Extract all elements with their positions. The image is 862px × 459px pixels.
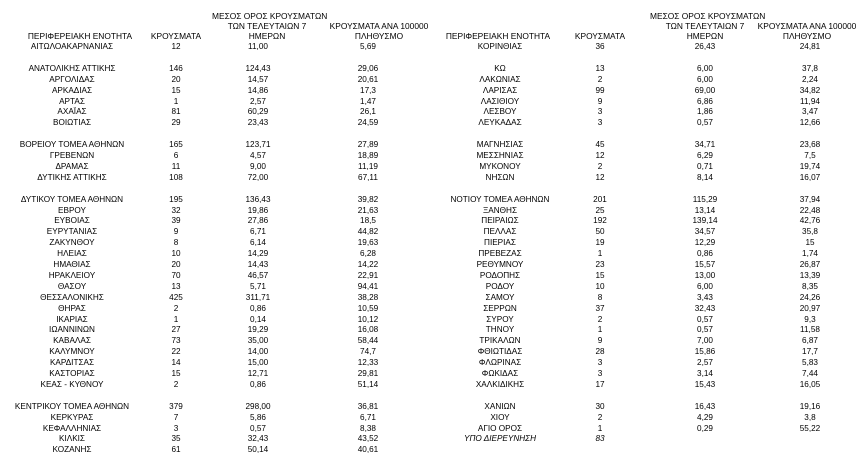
- left-row-cases-value: 195: [169, 194, 183, 204]
- right-row-cases-value: 36: [595, 42, 605, 51]
- left-row-cases-value: 22: [171, 347, 181, 357]
- left-row-region-name: ΚΑΒΑΛΑΣ: [53, 336, 91, 346]
- left-header-avg-line1: ΜΕΣΟΣ ΟΡΟΣ ΚΡΟΥΣΜΑΤΩΝ: [212, 11, 328, 21]
- left-header-cases: ΚΡΟΥΣΜΑΤΑ: [150, 31, 202, 41]
- left-row-per100k-value: 18,5: [360, 216, 376, 226]
- left-row-per100k-value: 1,47: [360, 96, 376, 106]
- right-row-per100k-value: 19,16: [799, 401, 821, 411]
- left-row-cases-value: 6: [173, 151, 179, 160]
- left-row-per100k-value: 6,28: [360, 249, 376, 259]
- right-row-region-name: ΡΟΔΟΠΗΣ: [479, 270, 521, 280]
- left-row-cases-value: 27: [171, 325, 181, 335]
- left-row-avg-value: 72,00: [247, 172, 269, 182]
- left-row-avg-value: 6,71: [250, 227, 266, 237]
- right-row-region-name: ΣΑΜΟΥ: [485, 292, 515, 302]
- left-row-cases-value: 2: [173, 379, 179, 389]
- right-row-region-name: ΧΑΛΚΙΔΙΚΗΣ: [475, 379, 525, 389]
- right-row-region-name: ΚΟΡΙΝΘΙΑΣ: [477, 42, 523, 51]
- right-row-per100k-value: 15: [805, 238, 815, 248]
- right-row-cases-value: 3: [597, 118, 603, 128]
- right-row-avg-value: 0,29: [697, 423, 713, 433]
- left-row-cases-value: 379: [169, 401, 183, 411]
- left-row-region-name: ΗΜΑΘΙΑΣ: [53, 260, 91, 269]
- left-row-per100k-value: 43,52: [357, 434, 379, 444]
- right-row-cases-value: 10: [595, 281, 605, 291]
- left-row-cases-value: 20: [171, 260, 181, 269]
- left-row-avg-value: 15,00: [247, 358, 269, 368]
- left-row-per100k-value: 20,61: [357, 74, 379, 84]
- right-row-region-name: ΤΡΙΚΑΛΩΝ: [479, 336, 521, 346]
- left-row-cases-value: 61: [171, 445, 181, 455]
- right-row-region-name: ΣΥΡΟΥ: [486, 314, 514, 324]
- left-row-region-name: ΚΟΖΑΝΗΣ: [52, 445, 92, 455]
- right-header-avg-line2: ΤΩΝ ΤΕΛΕΥΤΑΙΩΝ 7: [665, 21, 745, 31]
- right-row-per100k-value: 8,35: [802, 281, 818, 291]
- left-row-avg-value: 14,57: [247, 74, 269, 84]
- left-row-region-name: ΕΒΡΟΥ: [58, 205, 86, 215]
- right-row-cases-value: 9: [597, 336, 603, 346]
- left-row-avg-value: 19,29: [247, 325, 269, 335]
- right-header-avg: [650, 11, 766, 41]
- right-row-avg-value: 3,43: [697, 292, 713, 302]
- right-row-cases-value: 2: [597, 74, 603, 84]
- left-row-per100k-value: 11,19: [358, 161, 378, 171]
- left-row-cases-value: 35: [171, 434, 181, 444]
- left-row-per100k-value: 21,63: [357, 205, 379, 215]
- right-row-region-name: ΝΟΤΙΟΥ ΤΟΜΕΑ ΑΘΗΝΩΝ: [450, 194, 550, 204]
- right-header-avg-line1: ΜΕΣΟΣ ΟΡΟΣ ΚΡΟΥΣΜΑΤΩΝ: [650, 11, 766, 21]
- left-header-per100k-line1: ΚΡΟΥΣΜΑΤΑ ΑΝΑ 100000: [329, 21, 429, 31]
- right-row-cases-value: 3: [597, 358, 603, 368]
- right-row-avg-value: 16,43: [694, 401, 716, 411]
- left-row-per100k-value: 36,81: [357, 401, 379, 411]
- right-row-cases-value: 2: [597, 412, 603, 422]
- right-row-region-name: ΧΑΝΙΩΝ: [484, 401, 516, 411]
- left-row-per100k-value: 24,59: [357, 118, 379, 128]
- right-row-cases-value: 1: [597, 423, 603, 433]
- right-row-avg-value: 0,57: [697, 118, 713, 128]
- left-row-region-name: ΚΕΦΑΛΛΗΝΙΑΣ: [42, 423, 102, 433]
- right-row-per100k-value: 20,97: [799, 303, 821, 313]
- left-row-cases-value: 1: [173, 314, 179, 324]
- left-row-avg-value: 35,00: [247, 336, 269, 346]
- right-row-region-name: ΛΑΡΙΣΑΣ: [482, 85, 518, 95]
- right-row-region-name: ΚΩ: [494, 63, 506, 73]
- right-row-region-name: ΝΗΣΩΝ: [485, 172, 515, 182]
- left-row-avg-value: 0,57: [250, 423, 266, 433]
- right-row-avg-value: 6,00: [697, 63, 713, 73]
- right-row-cases-value: 50: [595, 227, 605, 237]
- left-row-per100k-value: 74,7: [360, 347, 376, 357]
- right-row-avg-value: 139,14: [692, 216, 718, 226]
- left-row-per100k-value: 14,22: [357, 260, 379, 269]
- right-row-region-name: ΠΕΛΛΑΣ: [483, 227, 517, 237]
- left-row-region-name: ΙΚΑΡΙΑΣ: [56, 314, 88, 324]
- left-row-cases-value: 425: [169, 292, 183, 302]
- left-row-per100k-value: 94,41: [357, 281, 379, 291]
- left-row-avg-value: 123,71: [245, 140, 271, 150]
- right-row-avg-value: 0,57: [697, 314, 713, 324]
- left-row-per100k-value: 12,33: [357, 358, 379, 368]
- right-row-per100k-value: 6,87: [802, 336, 818, 346]
- right-row-per100k-value: 17,7: [802, 347, 818, 357]
- right-row-cases-value: 1: [597, 249, 603, 259]
- right-row-per100k-value: 34,82: [799, 85, 821, 95]
- left-row-avg-value: 136,43: [245, 194, 271, 204]
- right-row-avg-value: 0,57: [697, 325, 713, 335]
- left-row-cases-value: 11: [171, 161, 181, 171]
- right-row-cases-value: 3: [597, 107, 603, 117]
- left-header-per100k: [329, 21, 429, 41]
- left-row-region-name: ΑΡΤΑΣ: [59, 96, 85, 106]
- left-row-region-name: ΔΥΤΙΚΗΣ ΑΤΤΙΚΗΣ: [37, 172, 107, 182]
- left-row-per100k-value: 26,1: [360, 107, 376, 117]
- right-header-per100k-line1: ΚΡΟΥΣΜΑΤΑ ΑΝΑ 100000: [757, 21, 857, 31]
- left-row-cases-value: 14: [171, 358, 181, 368]
- right-row-avg-value: 3,14: [697, 369, 713, 378]
- left-row-region-name: ΗΡΑΚΛΕΙΟΥ: [48, 270, 96, 280]
- right-row-per100k-value: 24,26: [799, 292, 821, 302]
- right-row-avg-value: 115,29: [692, 194, 718, 204]
- right-row-cases-value: 45: [595, 140, 605, 150]
- right-row-cases-value: 3: [597, 369, 603, 378]
- right-row-region-name: ΥΠΟ ΔΙΕΡΕΥΝΗΣΗ: [464, 434, 536, 444]
- left-row-cases-value: 81: [171, 107, 181, 117]
- right-row-region-name: ΜΑΓΝΗΣΙΑΣ: [476, 140, 524, 150]
- right-row-per100k-value: 7,5: [804, 151, 816, 160]
- left-row-avg-value: 5,86: [250, 412, 266, 422]
- left-row-region-name: ΑΝΑΤΟΛΙΚΗΣ ΑΤΤΙΚΗΣ: [28, 63, 116, 73]
- left-row-avg-value: 14,00: [247, 347, 269, 357]
- right-row-per100k-value: 42,76: [799, 216, 821, 226]
- left-row-region-name: ΗΛΕΙΑΣ: [57, 249, 87, 259]
- right-row-region-name: ΛΑΚΩΝΙΑΣ: [479, 74, 521, 84]
- left-header-avg-line2: ΤΩΝ ΤΕΛΕΥΤΑΙΩΝ 7: [227, 21, 307, 31]
- right-row-cases-value: 99: [595, 85, 605, 95]
- left-row-cases-value: 12: [171, 42, 181, 51]
- right-header-per100k-line2: ΠΛΗΘΥΣΜΟ: [782, 31, 832, 41]
- left-row-cases-value: 2: [173, 303, 179, 313]
- right-row-region-name: ΤΗΝΟΥ: [485, 325, 515, 335]
- right-row-avg-value: 6,86: [697, 96, 713, 106]
- left-row-region-name: ΑΙΤΩΛΟΑΚΑΡΝΑΝΙΑΣ: [30, 42, 114, 51]
- left-row-cases-value: 15: [171, 369, 181, 378]
- left-row-per100k-value: 29,81: [357, 369, 379, 378]
- left-row-avg-value: 4,57: [250, 151, 266, 160]
- right-row-cases-value: 83: [595, 434, 605, 444]
- right-row-avg-value: 4,29: [697, 412, 713, 422]
- right-row-per100k-value: 3,47: [802, 107, 818, 117]
- left-row-avg-value: 0,86: [250, 303, 266, 313]
- left-row-per100k-value: 10,12: [357, 314, 379, 324]
- right-row-region-name: ΡΕΘΥΜΝΟΥ: [476, 260, 524, 269]
- left-row-cases-value: 8: [173, 238, 179, 248]
- right-row-per100k-value: 37,94: [799, 194, 821, 204]
- left-row-cases-value: 10: [171, 249, 181, 259]
- left-header-avg-line3: ΗΜΕΡΩΝ: [248, 31, 286, 41]
- right-row-cases-value: 2: [597, 161, 603, 171]
- left-row-avg-value: 298,00: [245, 401, 271, 411]
- left-row-cases-value: 73: [171, 336, 181, 346]
- right-row-region-name: ΛΕΥΚΑΔΑΣ: [478, 118, 522, 128]
- right-row-per100k-value: 37,8: [802, 63, 818, 73]
- right-row-avg-value: 1,86: [697, 107, 713, 117]
- left-row-cases-value: 20: [171, 74, 181, 84]
- right-row-avg-value: 13,00: [694, 270, 716, 280]
- left-row-per100k-value: 17,3: [360, 85, 376, 95]
- right-row-avg-value: 0,71: [697, 161, 713, 171]
- right-row-region-name: ΞΑΝΘΗΣ: [482, 205, 518, 215]
- left-row-region-name: ΚΕΡΚΥΡΑΣ: [50, 412, 94, 422]
- left-row-per100k-value: 10,59: [357, 303, 379, 313]
- left-row-avg-value: 50,14: [247, 445, 269, 455]
- left-row-avg-value: 6,14: [250, 238, 266, 248]
- left-row-cases-value: 39: [171, 216, 181, 226]
- left-header-region: ΠΕΡΙΦΕΡΕΙΑΚΗ ΕΝΟΤΗΤΑ: [27, 31, 133, 41]
- left-row-avg-value: 0,14: [250, 314, 266, 324]
- right-row-region-name: ΡΟΔΟΥ: [485, 281, 515, 291]
- left-row-per100k-value: 8,38: [360, 423, 376, 433]
- left-row-avg-value: 46,57: [247, 270, 269, 280]
- right-row-cases-value: 12: [595, 172, 605, 182]
- left-row-region-name: ΒΟΡΕΙΟΥ ΤΟΜΕΑ ΑΘΗΝΩΝ: [19, 140, 125, 150]
- right-row-cases-value: 37: [595, 303, 605, 313]
- left-row-cases-value: 7: [173, 412, 179, 422]
- left-row-per100k-value: 27,89: [357, 140, 379, 150]
- right-row-avg-value: 12,29: [694, 238, 716, 248]
- right-row-cases-value: 9: [597, 96, 603, 106]
- left-row-per100k-value: 67,11: [358, 172, 378, 182]
- right-row-cases-value: 8: [597, 292, 603, 302]
- right-row-per100k-value: 13,39: [799, 270, 821, 280]
- right-row-per100k-value: 1,74: [802, 249, 818, 259]
- left-row-avg-value: 19,86: [247, 205, 269, 215]
- left-row-per100k-value: 19,63: [357, 238, 379, 248]
- left-header-per100k-line2: ΠΛΗΘΥΣΜΟ: [354, 31, 404, 41]
- right-header-cases: ΚΡΟΥΣΜΑΤΑ: [574, 31, 626, 41]
- left-row-region-name: ΘΕΣΣΑΛΟΝΙΚΗΣ: [40, 292, 104, 302]
- left-row-cases-value: 32: [171, 205, 181, 215]
- left-row-region-name: ΚΙΛΚΙΣ: [58, 434, 85, 444]
- right-row-region-name: ΧΙΟΥ: [490, 412, 510, 422]
- right-row-region-name: ΠΙΕΡΙΑΣ: [484, 238, 516, 248]
- right-row-per100k-value: 11,94: [800, 96, 820, 106]
- right-row-cases-value: 2: [597, 314, 603, 324]
- right-row-per100k-value: 5,83: [802, 358, 818, 368]
- right-row-cases-value: 1: [597, 325, 603, 335]
- left-row-region-name: ΚΕΝΤΡΙΚΟΥ ΤΟΜΕΑ ΑΘΗΝΩΝ: [14, 401, 130, 411]
- right-row-cases-value: 19: [595, 238, 605, 248]
- left-row-avg-value: 23,43: [247, 118, 269, 128]
- left-row-avg-value: 2,57: [250, 96, 266, 106]
- left-row-region-name: ΚΑΛΥΜΝΟΥ: [49, 347, 95, 357]
- right-row-avg-value: 6,00: [697, 74, 713, 84]
- left-row-cases-value: 3: [173, 423, 179, 433]
- left-row-per100k-value: 40,61: [357, 445, 379, 455]
- left-row-region-name: ΒΟΙΩΤΙΑΣ: [52, 118, 92, 128]
- left-row-region-name: ΔΡΑΜΑΣ: [55, 161, 89, 171]
- left-row-per100k-value: 44,82: [357, 227, 379, 237]
- left-row-per100k-value: 5,69: [360, 42, 376, 51]
- right-row-cases-value: 15: [595, 270, 605, 280]
- right-row-per100k-value: 9,3: [804, 314, 816, 324]
- right-row-cases-value: 28: [595, 347, 605, 357]
- left-row-avg-value: 9,00: [250, 161, 266, 171]
- left-row-region-name: ΙΩΑΝΝΙΝΩΝ: [49, 325, 95, 335]
- right-row-cases-value: 17: [595, 379, 605, 389]
- right-row-avg-value: 6,00: [697, 281, 713, 291]
- left-row-cases-value: 70: [171, 270, 181, 280]
- left-row-per100k-value: 29,06: [357, 63, 379, 73]
- right-row-avg-value: 69,00: [694, 85, 716, 95]
- left-row-cases-value: 108: [169, 172, 183, 182]
- left-row-cases-value: 15: [171, 85, 181, 95]
- right-row-per100k-value: 24,81: [799, 42, 821, 51]
- right-row-per100k-value: 19,74: [799, 161, 821, 171]
- left-row-cases-value: 29: [171, 118, 181, 128]
- left-row-avg-value: 14,29: [247, 249, 269, 259]
- left-row-cases-value: 146: [169, 63, 183, 73]
- right-row-avg-value: 8,14: [697, 172, 713, 182]
- right-row-region-name: ΜΕΣΣΗΝΙΑΣ: [476, 151, 524, 160]
- right-row-per100k-value: 26,87: [799, 260, 821, 269]
- right-row-avg-value: 2,57: [697, 358, 713, 368]
- right-row-region-name: ΦΛΩΡΙΝΑΣ: [478, 358, 522, 368]
- right-header-region: ΠΕΡΙΦΕΡΕΙΑΚΗ ΕΝΟΤΗΤΑ: [445, 31, 551, 41]
- left-row-region-name: ΚΑΣΤΟΡΙΑΣ: [49, 369, 95, 378]
- right-row-avg-value: 13,14: [694, 205, 716, 215]
- right-header-avg-line3: ΗΜΕΡΩΝ: [686, 31, 724, 41]
- left-row-avg-value: 311,71: [245, 292, 271, 302]
- right-row-avg-value: 15,86: [694, 347, 716, 357]
- left-row-avg-value: 0,86: [250, 379, 266, 389]
- left-row-cases-value: 9: [173, 227, 179, 237]
- left-row-per100k-value: 51,14: [357, 379, 379, 389]
- left-row-per100k-value: 18,89: [357, 151, 379, 160]
- right-row-per100k-value: 23,68: [799, 140, 821, 150]
- right-row-per100k-value: 55,22: [799, 423, 821, 433]
- right-row-avg-value: 15,57: [694, 260, 716, 269]
- left-row-per100k-value: 58,44: [357, 336, 379, 346]
- left-row-avg-value: 11,00: [248, 42, 268, 51]
- left-row-region-name: ΖΑΚΥΝΘΟΥ: [49, 238, 95, 248]
- right-row-region-name: ΜΥΚΟΝΟΥ: [479, 161, 521, 171]
- left-header-avg: [212, 11, 328, 41]
- right-row-cases-value: 13: [595, 63, 605, 73]
- right-row-cases-value: 12: [595, 151, 605, 160]
- right-row-avg-value: 0,86: [697, 249, 713, 259]
- left-row-avg-value: 27,86: [247, 216, 269, 226]
- right-row-region-name: ΦΘΙΩΤΙΔΑΣ: [477, 347, 523, 357]
- left-row-avg-value: 60,29: [247, 107, 269, 117]
- right-row-per100k-value: 35,8: [802, 227, 818, 237]
- left-row-region-name: ΑΡΚΑΔΙΑΣ: [51, 85, 93, 95]
- right-row-cases-value: 192: [593, 216, 607, 226]
- right-row-avg-value: 15,43: [694, 379, 716, 389]
- right-row-region-name: ΑΓΙΟ ΟΡΟΣ: [477, 423, 523, 433]
- left-row-avg-value: 12,71: [247, 369, 269, 378]
- left-row-avg-value: 32,43: [247, 434, 269, 444]
- right-row-per100k-value: 3,8: [804, 412, 816, 422]
- right-row-region-name: ΦΩΚΙΔΑΣ: [481, 369, 519, 378]
- right-row-region-name: ΛΑΣΙΘΙΟΥ: [480, 96, 520, 106]
- left-row-avg-value: 124,43: [245, 63, 271, 73]
- left-row-region-name: ΘΗΡΑΣ: [58, 303, 86, 313]
- left-row-region-name: ΕΥΒΟΙΑΣ: [54, 216, 90, 226]
- right-row-per100k-value: 22,48: [799, 205, 821, 215]
- right-row-region-name: ΠΡΕΒΕΖΑΣ: [478, 249, 522, 259]
- left-row-region-name: ΕΥΡΥΤΑΝΙΑΣ: [46, 227, 98, 237]
- left-row-per100k-value: 22,91: [357, 270, 379, 280]
- right-row-avg-value: 6,29: [697, 151, 713, 160]
- left-row-cases-value: 1: [173, 96, 179, 106]
- right-row-avg-value: 34,57: [694, 227, 716, 237]
- right-row-region-name: ΣΕΡΡΩΝ: [483, 303, 517, 313]
- right-row-cases-value: 25: [595, 205, 605, 215]
- left-row-region-name: ΑΡΓΟΛΙΔΑΣ: [49, 74, 95, 84]
- left-row-region-name: ΚΑΡΔΙΤΣΑΣ: [49, 358, 95, 368]
- right-row-cases-value: 201: [593, 194, 607, 204]
- right-row-per100k-value: 16,05: [799, 379, 821, 389]
- right-header-per100k: [757, 21, 857, 41]
- left-row-avg-value: 5,71: [250, 281, 266, 291]
- right-row-per100k-value: 11,58: [800, 325, 820, 335]
- right-row-avg-value: 7,00: [697, 336, 713, 346]
- left-row-cases-value: 165: [169, 140, 183, 150]
- right-row-per100k-value: 12,66: [799, 118, 821, 128]
- left-row-per100k-value: 38,28: [357, 292, 379, 302]
- left-row-region-name: ΑΧΑΪΑΣ: [57, 107, 87, 117]
- left-row-avg-value: 14,43: [247, 260, 269, 269]
- right-row-per100k-value: 16,07: [799, 172, 821, 182]
- right-row-region-name: ΛΕΣΒΟΥ: [483, 107, 517, 117]
- right-row-avg-value: 34,71: [694, 140, 716, 150]
- right-row-per100k-value: 7,44: [802, 369, 818, 378]
- left-row-region-name: ΚΕΑΣ - ΚΥΘΝΟΥ: [40, 379, 104, 389]
- left-row-per100k-value: 6,71: [360, 412, 376, 422]
- left-row-region-name: ΘΑΣΟΥ: [57, 281, 87, 291]
- right-row-region-name: ΠΕΙΡΑΙΩΣ: [481, 216, 519, 226]
- right-row-avg-value: 26,43: [694, 42, 716, 51]
- right-row-cases-value: 30: [595, 401, 605, 411]
- right-row-cases-value: 23: [595, 260, 605, 269]
- left-row-region-name: ΔΥΤΙΚΟΥ ΤΟΜΕΑ ΑΘΗΝΩΝ: [20, 194, 124, 204]
- left-row-cases-value: 13: [171, 281, 181, 291]
- right-row-avg-value: 32,43: [694, 303, 716, 313]
- left-row-region-name: ΓΡΕΒΕΝΩΝ: [49, 151, 95, 160]
- left-row-avg-value: 14,86: [247, 85, 269, 95]
- left-row-per100k-value: 39,82: [357, 194, 379, 204]
- left-row-per100k-value: 16,08: [357, 325, 379, 335]
- right-row-per100k-value: 2,24: [802, 74, 818, 84]
